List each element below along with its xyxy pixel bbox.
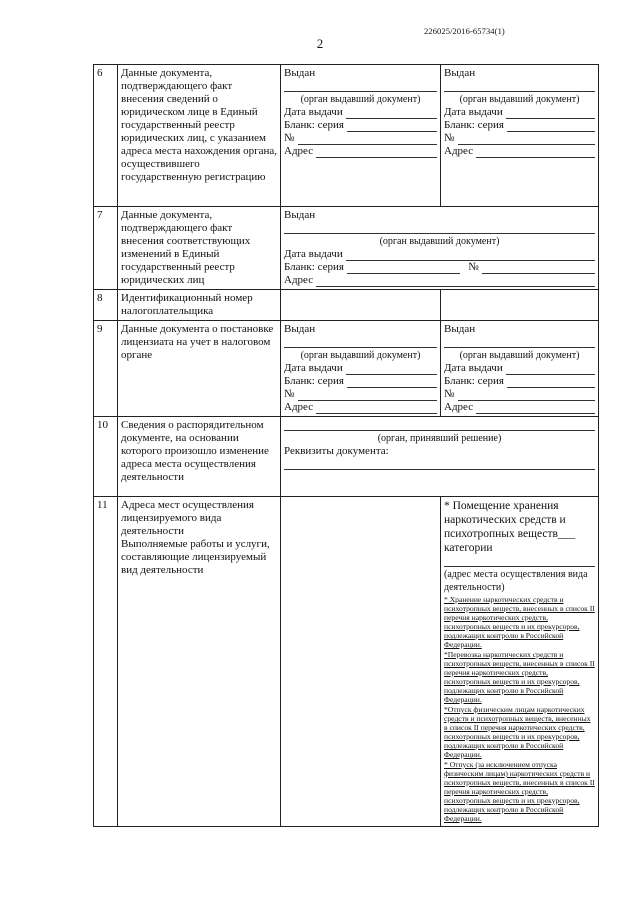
- addresses-label: Адреса мест осуществления лицензируемого вида деятельности: [121, 499, 254, 537]
- document-number: 226025/2016-65734(1): [424, 26, 505, 36]
- date-field[interactable]: [346, 108, 437, 119]
- place-caption: (адрес места осуществления вида деятельности): [444, 569, 588, 593]
- decision-field[interactable]: [284, 421, 595, 431]
- series-field[interactable]: [347, 377, 437, 388]
- issuer-field[interactable]: [284, 224, 595, 234]
- address-label: Адрес: [444, 401, 474, 413]
- table-row-11: [94, 497, 599, 827]
- address-label: Адрес: [444, 145, 474, 157]
- issued-label: Выдан: [284, 323, 316, 335]
- row-number: 7: [94, 207, 118, 290]
- row-number: 6: [94, 65, 118, 207]
- number-label: №: [444, 388, 455, 400]
- series-field[interactable]: [347, 263, 460, 274]
- row-number: 8: [94, 290, 118, 321]
- requisites-label: Реквизиты документа:: [284, 445, 389, 457]
- issuer-field[interactable]: [444, 338, 595, 348]
- row-number: 11: [94, 497, 118, 827]
- row-description: Данные документа, подтверждающего факт внесения соответствующих изменений в Единый государственный реестр юридических лиц: [118, 207, 281, 290]
- services-label: Выполняемые работы и услуги, составляющие лицензируемый вид деятельности: [121, 538, 270, 576]
- number-label: №: [284, 132, 295, 144]
- issuer-field[interactable]: [284, 82, 437, 92]
- number-label: №: [284, 388, 295, 400]
- number-field[interactable]: [458, 134, 596, 145]
- address-cell[interactable]: [281, 497, 441, 827]
- row-description: Данные документа, подтверждающего факт внесения сведений о юридическом лице в Единый государственный реестр юридических лиц, с указанием адреса места нахождения органа, осуществившего государственную регистрацию: [118, 65, 281, 207]
- table-row-8: [94, 290, 599, 321]
- date-label: Дата выдачи: [284, 106, 343, 118]
- issued-label: Выдан: [444, 67, 476, 79]
- authority-caption: (орган выдавший документ): [459, 94, 580, 105]
- series-field[interactable]: [347, 121, 437, 132]
- date-field[interactable]: [346, 250, 595, 261]
- row-description: Данные документа о постановке лицензиата на учет в налоговом органе: [118, 321, 281, 417]
- date-label: Дата выдачи: [444, 106, 503, 118]
- issued-block-wide[interactable]: [281, 207, 599, 290]
- issued-label: Выдан: [444, 323, 476, 335]
- address-field[interactable]: [476, 147, 595, 158]
- issued-label: Выдан: [284, 209, 316, 221]
- storage-cell[interactable]: [441, 497, 599, 827]
- address-label: Адрес: [284, 145, 314, 157]
- issued-label: Выдан: [284, 67, 316, 79]
- issuer-field[interactable]: [444, 82, 595, 92]
- number-field[interactable]: [458, 390, 596, 401]
- issued-block-left[interactable]: [281, 65, 441, 207]
- address-field[interactable]: [316, 147, 437, 158]
- date-label: Дата выдачи: [444, 362, 503, 374]
- date-field[interactable]: [506, 108, 595, 119]
- row-number: 10: [94, 417, 118, 497]
- number-field[interactable]: [298, 390, 438, 401]
- row-description: Сведения о распорядительном документе, на основании которого произошло изменение адреса места осуществления деятельности: [118, 417, 281, 497]
- date-label: Дата выдачи: [284, 362, 343, 374]
- authority-caption: (орган выдавший документ): [459, 350, 580, 361]
- series-label: Бланк: серия: [444, 119, 504, 131]
- address-field[interactable]: [476, 403, 595, 414]
- decision-block[interactable]: [281, 417, 599, 497]
- issued-block-left[interactable]: [281, 321, 441, 417]
- address-label: Адрес: [284, 274, 314, 286]
- table-row-7: [94, 207, 599, 290]
- note-dispense-individuals: *Отпуск физическим лицам наркотических средств и психотропных веществ, внесенных в список II перечня наркотических средств, психотропных веществ и их прекурсоров, подлежащих контролю в Российской Федерации.: [444, 705, 591, 759]
- row-description: Идентификационный номер налогоплательщика: [118, 290, 281, 321]
- table-row-10: [94, 417, 599, 497]
- address-field[interactable]: [316, 403, 437, 414]
- number-field[interactable]: [482, 263, 595, 274]
- address-label: Адрес: [284, 401, 314, 413]
- series-label: Бланк: серия: [284, 261, 344, 273]
- date-field[interactable]: [346, 364, 437, 375]
- place-field[interactable]: [444, 557, 595, 567]
- page-number: 2: [316, 36, 324, 51]
- row-number: 9: [94, 321, 118, 417]
- requisites-field[interactable]: [284, 460, 595, 470]
- issued-block-right[interactable]: [441, 321, 599, 417]
- authority-caption: (орган выдавший документ): [379, 236, 500, 247]
- series-label: Бланк: серия: [444, 375, 504, 387]
- series-field[interactable]: [507, 121, 595, 132]
- issued-block-right[interactable]: [441, 65, 599, 207]
- inn-field-right[interactable]: [441, 290, 599, 321]
- inn-field-left[interactable]: [281, 290, 441, 321]
- series-field[interactable]: [507, 377, 595, 388]
- authority-caption: (орган выдавший документ): [300, 94, 421, 105]
- note-transport: *Перевозка наркотических средств и психотропных веществ, внесенных в список II перечня наркотических средств, психотропных веществ и их прекурсоров, подлежащих контролю в Российской Федерации.: [444, 650, 595, 704]
- number-label: №: [444, 132, 455, 144]
- license-form-table: [93, 64, 599, 827]
- date-field[interactable]: [506, 364, 595, 375]
- date-label: Дата выдачи: [284, 248, 343, 260]
- row-description: [118, 497, 281, 827]
- decision-caption: (орган, принявший решение): [377, 433, 502, 444]
- note-storage: * Хранение наркотических средств и психотропных веществ, внесенных в список II перечня наркотических средств, психотропных веществ и их прекурсоров, подлежащих контролю в Российской Федерации.: [444, 595, 595, 649]
- note-dispense-other: * Отпуск (за исключением отпуска физическим лицам) наркотических средств и психотропных веществ, внесенных в список II перечня наркотических средств, психотропных веществ и их прекурсоров, подлежащих контролю в Российской Федерации.: [444, 760, 595, 823]
- table-row-9: [94, 321, 599, 417]
- table-row-6: [94, 65, 599, 207]
- issuer-field[interactable]: [284, 338, 437, 348]
- storage-heading: * Помещение хранения наркотических средств и психотропных веществ___ категории: [444, 500, 576, 554]
- address-field[interactable]: [316, 276, 595, 287]
- authority-caption: (орган выдавший документ): [300, 350, 421, 361]
- number-field[interactable]: [298, 134, 438, 145]
- number-label: №: [468, 261, 479, 273]
- series-label: Бланк: серия: [284, 119, 344, 131]
- series-label: Бланк: серия: [284, 375, 344, 387]
